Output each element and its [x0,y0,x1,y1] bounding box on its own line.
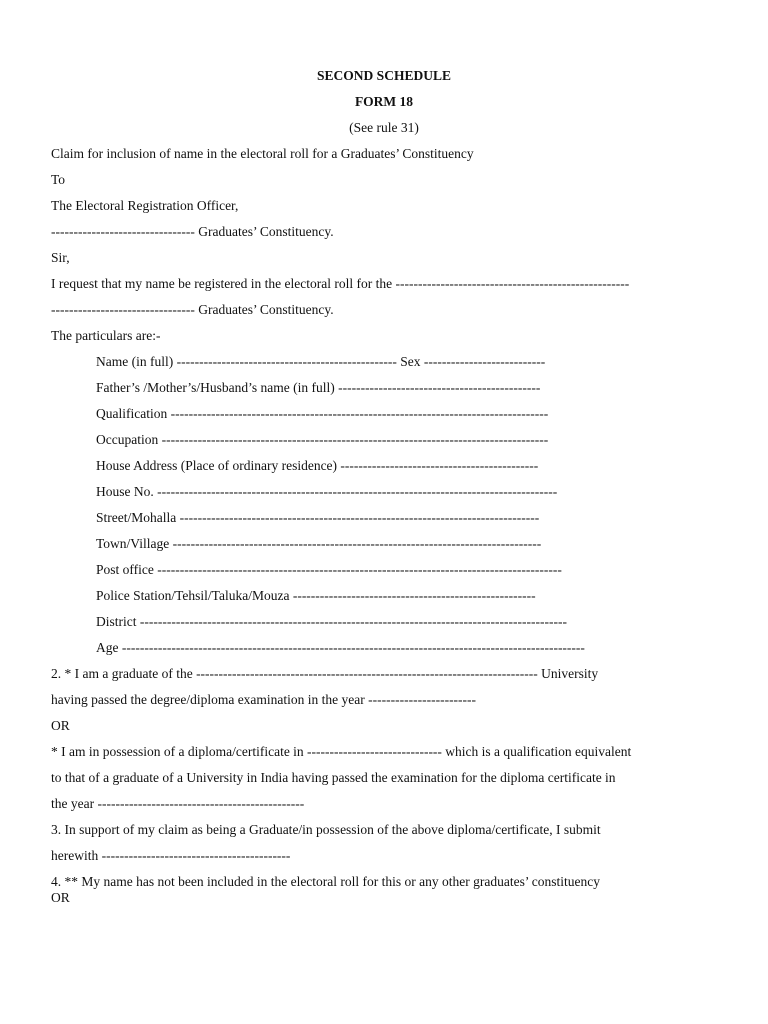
field-district: District ----------------------------------------------------------------------------------------------- [96,614,567,629]
claim-title: Claim for inclusion of name in the electoral roll for a Graduates’ Constituency [51,146,474,161]
section-4-or: OR [51,890,70,905]
rule-reference: (See rule 31) [349,120,419,135]
request-line-2: -------------------------------- Graduates’ Constituency. [51,302,334,317]
section-2-line-5: the year ---------------------------------------------- [51,796,305,811]
section-2-line-1: 2. * I am a graduate of the ---------------------------------------------------------------------------- University [51,666,599,681]
addressee-officer: The Electoral Registration Officer, [51,198,239,213]
field-town: Town/Village ---------------------------------------------------------------------------------- [96,536,542,551]
section-4-line-1: 4. ** My name has not been included in the electoral roll for this or any other graduates’ constituency [51,874,600,889]
field-house-number: House No. ----------------------------------------------------------------------------------------- [96,484,558,499]
field-occupation: Occupation -------------------------------------------------------------------------------------- [96,432,549,447]
field-post-office: Post office ------------------------------------------------------------------------------------------ [96,562,562,577]
field-name-sex: Name (in full) ------------------------------------------------- Sex --------------------------- [96,354,546,369]
field-qualification: Qualification ------------------------------------------------------------------------------------ [96,406,549,421]
field-police-station: Police Station/Tehsil/Taluka/Mouza ------------------------------------------------------ [96,588,536,603]
salutation: Sir, [51,250,70,265]
field-house-address: House Address (Place of ordinary residence) -------------------------------------------- [96,458,539,473]
section-2-line-4: to that of a graduate of a University in India having passed the examination for the diploma certificate in [51,770,616,785]
section-2-or: OR [51,718,70,733]
particulars-heading: The particulars are:- [51,328,161,343]
form-number-heading: FORM 18 [354,94,414,109]
field-street: Street/Mohalla -------------------------------------------------------------------------------- [96,510,540,525]
field-age: Age ------------------------------------------------------------------------------------------------------- [96,640,585,655]
section-2-line-3: * I am in possession of a diploma/certificate in ------------------------------ which is a qualification equivalent [51,744,632,759]
section-3-line-1: 3. In support of my claim as being a Graduate/in possession of the above diploma/certificate, I submit [51,822,601,837]
request-line-1: I request that my name be registered in the electoral roll for the ---------------------------------------------------- [51,276,630,291]
addressee-to: To [51,172,66,187]
section-2-line-2: having passed the degree/diploma examination in the year ------------------------ [51,692,477,707]
section-3-line-2: herewith ------------------------------------------ [51,848,291,863]
addressee-constituency: -------------------------------- Graduates’ Constituency. [51,224,334,239]
field-parent-name: Father’s /Mother’s/Husband’s name (in full) --------------------------------------------- [96,380,541,395]
schedule-heading: SECOND SCHEDULE [317,68,451,83]
